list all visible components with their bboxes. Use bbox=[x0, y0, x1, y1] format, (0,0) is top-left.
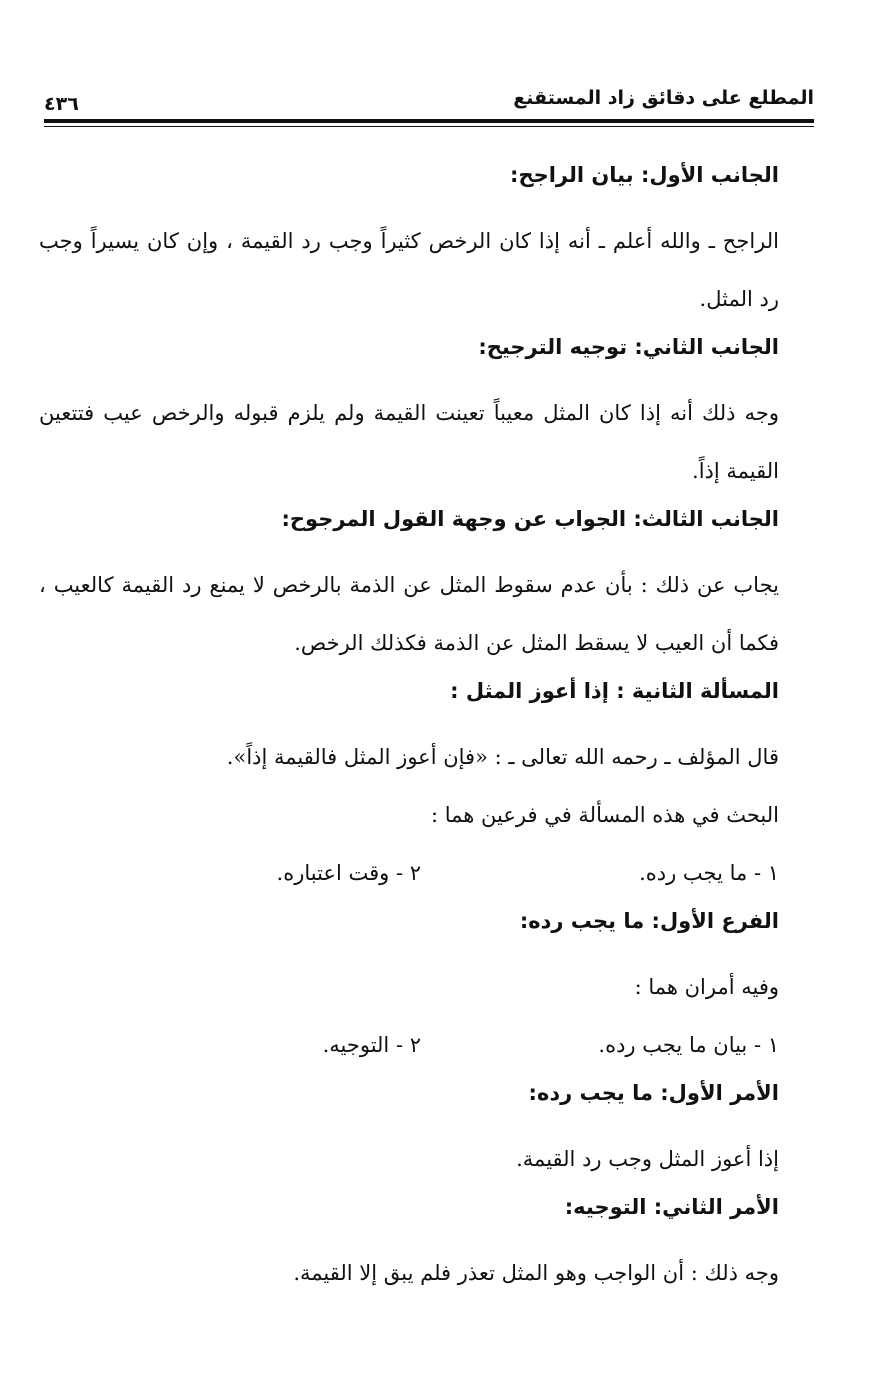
far1-item2: ٢ - التوجيه. bbox=[322, 1033, 421, 1057]
section3-heading: الجانب الثالث: الجواب عن وجهة القول المرجوح: bbox=[281, 507, 779, 531]
far1-intro: وفيه أمران هما : bbox=[634, 975, 779, 999]
amr1-text: إذا أعوز المثل وجب رد القيمة. bbox=[516, 1147, 779, 1171]
masala2-heading: المسألة الثانية : إذا أعوز المثل : bbox=[450, 679, 779, 703]
page-header bbox=[44, 84, 814, 118]
masala2-list bbox=[39, 844, 779, 902]
header-rule-thin bbox=[44, 126, 814, 127]
masala2-intro: البحث في هذه المسألة في فرعين هما : bbox=[431, 803, 779, 827]
page-body bbox=[39, 160, 779, 1302]
section1-text: الراجح ـ والله أعلم ـ أنه إذا كان الرخص كثيراً وجب رد القيمة ، وإن كان يسيراً وجب رد المثل. bbox=[39, 229, 779, 311]
far1-list bbox=[39, 1016, 779, 1074]
masala2-item1: ١ - ما يجب رده. bbox=[639, 861, 779, 885]
amr2-heading: الأمر الثاني: التوجيه: bbox=[564, 1195, 779, 1219]
amr2-text: وجه ذلك : أن الواجب وهو المثل تعذر فلم يبق إلا القيمة. bbox=[293, 1261, 779, 1285]
section1-heading: الجانب الأول: بيان الراجح: bbox=[510, 163, 779, 187]
masala2-item2: ٢ - وقت اعتباره. bbox=[276, 861, 421, 885]
book-title: المطلع على دقائق زاد المستقنع bbox=[513, 87, 814, 109]
amr1-heading: الأمر الأول: ما يجب رده: bbox=[528, 1081, 779, 1105]
section3-text: يجاب عن ذلك : بأن عدم سقوط المثل عن الذمة بالرخص لا يمنع رد القيمة كالعيب ، فكما أن العيب لا يسقط المثل عن الذمة فكذلك الرخص. bbox=[39, 573, 779, 655]
masala2-quote: قال المؤلف ـ رحمه الله تعالى ـ : «فإن أعوز المثل فالقيمة إذاً». bbox=[226, 745, 779, 769]
page-number: ٤٣٦ bbox=[44, 93, 79, 115]
far1-item1: ١ - بيان ما يجب رده. bbox=[598, 1033, 779, 1057]
section2-text: وجه ذلك أنه إذا كان المثل معيباً تعينت القيمة ولم يلزم قبوله والرخص عيب فتتعين القيمة إذاً. bbox=[39, 401, 779, 483]
header-rule-thick bbox=[44, 119, 814, 123]
far1-heading: الفرع الأول: ما يجب رده: bbox=[519, 909, 779, 933]
section2-heading: الجانب الثاني: توجيه الترجيح: bbox=[478, 335, 779, 359]
